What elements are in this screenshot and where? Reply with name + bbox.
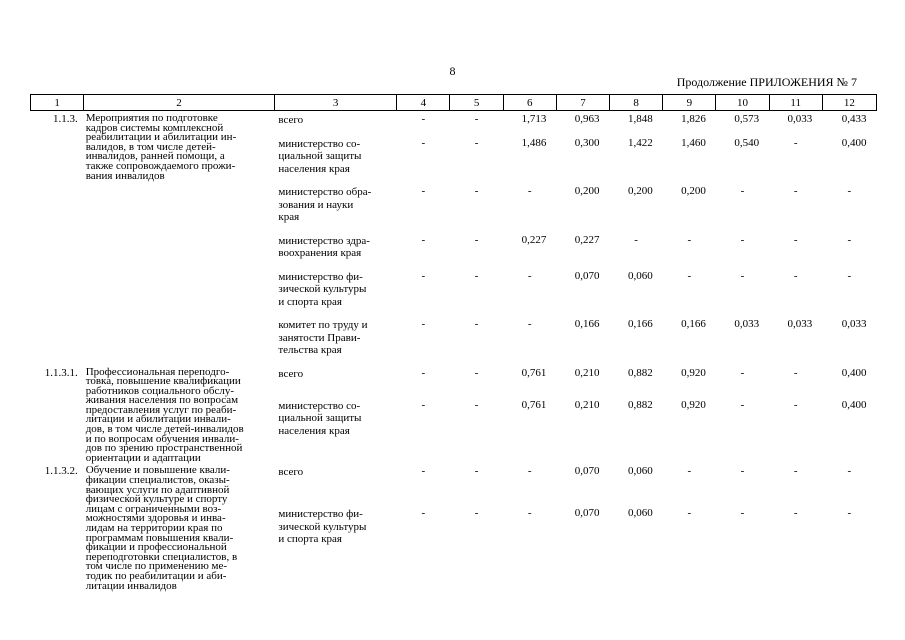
column-header: 10: [716, 95, 769, 111]
value-cell: -: [421, 269, 426, 282]
value-cell: 1,486: [521, 136, 547, 149]
value-cell: -: [687, 465, 692, 478]
column-header: 2: [84, 95, 275, 111]
value-cell: -: [740, 269, 745, 282]
value-cell: -: [527, 185, 532, 197]
value-cell: 0,882: [627, 398, 653, 411]
value-cell: -: [474, 366, 479, 379]
value-cell: -: [527, 318, 532, 330]
value-cell: -: [474, 233, 479, 246]
value-cell: 0,400: [841, 398, 867, 411]
executor-cell: всего: [278, 367, 304, 380]
value-cell: 0,540: [734, 136, 760, 149]
column-header: 11: [769, 95, 822, 111]
value-cell: -: [474, 185, 479, 197]
value-cell: 0,033: [787, 318, 813, 330]
column-header: 8: [610, 95, 663, 111]
header-row: [31, 95, 877, 111]
value-cell: -: [634, 233, 638, 246]
executor-cell: комитет по труду и занятости Прави- тельства края: [278, 319, 368, 356]
value-cell: -: [474, 136, 479, 149]
column-header: 12: [822, 95, 876, 111]
value-cell: -: [474, 318, 479, 330]
item-code: 1.1.3.1.: [44, 366, 78, 379]
value-cell: -: [474, 507, 479, 520]
value-cell: 0,033: [841, 318, 867, 330]
value-cell: -: [793, 398, 798, 411]
value-cell: 1,713: [521, 113, 547, 125]
value-cell: 0,166: [627, 318, 653, 330]
appendix-continuation-label: Продолжение ПРИЛОЖЕНИЯ № 7: [676, 75, 857, 89]
value-cell: 0,882: [627, 366, 653, 379]
value-cell: 0,060: [627, 507, 653, 520]
value-cell: 1,826: [681, 113, 706, 125]
value-cell: -: [740, 398, 745, 411]
value-cell: -: [847, 233, 852, 246]
value-cell: -: [421, 507, 426, 520]
value-cell: -: [421, 366, 426, 379]
item-description: Мероприятия по подготовке кадров системы комплексной реабилитации и абилитации ин- валидов, в том числе детей- инвалидов, ранней помощи, а также сопровождаемого прожи- вания инвалидов: [85, 112, 237, 182]
executor-cell: всего: [278, 466, 304, 479]
value-cell: 0,210: [574, 366, 600, 379]
value-cell: 0,300: [574, 136, 600, 149]
column-header: 9: [663, 95, 716, 111]
value-cell: -: [421, 318, 426, 330]
table-row: [31, 365, 877, 397]
value-cell: -: [740, 185, 745, 197]
executor-cell: министерство обра- зования и науки края: [278, 186, 372, 223]
value-cell: -: [421, 136, 426, 149]
column-header: 6: [503, 95, 556, 111]
executor-cell: министерство со- циальной защиты населения края: [278, 137, 362, 175]
value-cell: 1,422: [627, 136, 653, 149]
value-cell: 0,210: [574, 398, 600, 411]
executor-cell: министерство фи- зической культуры и спорта края: [278, 270, 367, 308]
value-cell: -: [421, 185, 426, 197]
value-cell: -: [421, 113, 426, 125]
value-cell: -: [793, 507, 798, 520]
value-cell: 0,033: [734, 318, 760, 330]
value-cell: 0,070: [574, 465, 600, 478]
value-cell: 0,033: [787, 113, 813, 125]
value-cell: 0,070: [574, 269, 600, 282]
value-cell: -: [793, 465, 798, 478]
item-code: 1.1.3.2.: [44, 465, 78, 478]
table-row: [31, 111, 877, 135]
value-cell: -: [793, 366, 798, 379]
value-cell: 0,227: [574, 233, 600, 246]
value-cell: -: [687, 269, 692, 282]
value-cell: -: [687, 507, 692, 520]
table-row: [31, 463, 877, 505]
value-cell: -: [421, 233, 426, 246]
column-header: 4: [397, 95, 450, 111]
value-cell: -: [740, 366, 745, 379]
value-cell: 0,761: [521, 398, 547, 411]
value-cell: -: [793, 269, 798, 282]
value-cell: -: [793, 233, 798, 246]
value-cell: 0,400: [841, 136, 867, 149]
value-cell: -: [793, 136, 798, 149]
column-header: 7: [556, 95, 609, 111]
value-cell: 1,848: [627, 113, 653, 125]
value-cell: -: [527, 507, 532, 520]
value-cell: -: [847, 185, 852, 197]
executor-cell: министерство со- циальной защиты населения края: [278, 399, 362, 437]
value-cell: -: [793, 185, 798, 197]
value-cell: 0,200: [627, 185, 653, 197]
value-cell: -: [474, 398, 479, 411]
value-cell: -: [740, 233, 745, 246]
table-header: [31, 95, 877, 111]
value-cell: 0,761: [521, 366, 547, 379]
item-description: Обучение и повышение квали- фикации специалистов, оказы- вающих услуги по адаптивной физической культуре и спорту лицам с ограниченными воз- можностями здоровья и инва- лидам на территории края по программам повышения квали- фикации и профессиональной переподготовки специалистов, в том числе по применению ме- тодик по реабилитации и аби- литации инвалидов: [85, 464, 238, 592]
value-cell: -: [474, 465, 479, 478]
value-cell: -: [474, 113, 479, 125]
value-cell: 0,060: [627, 465, 653, 478]
executor-cell: всего: [278, 114, 304, 126]
value-cell: 0,200: [681, 185, 706, 197]
value-cell: -: [847, 269, 852, 282]
value-cell: -: [421, 465, 426, 478]
appendix-table: [30, 94, 877, 591]
value-cell: -: [687, 233, 692, 246]
column-header: 1: [31, 95, 84, 111]
item-code: 1.1.3.: [52, 113, 78, 125]
table-body: [31, 111, 877, 592]
item-description: Профессиональная переподго- товка, повышение квалификации работников социального обслу- живания населения по вопросам предоставления услуг по реаби- литации и абилитации инвали- дов, в том числе детей-инвалидов и по вопросам обучения инвали- дов по зрению пространственной ориентации и адаптации: [85, 365, 244, 464]
value-cell: -: [421, 398, 426, 411]
value-cell: 0,227: [521, 233, 547, 246]
value-cell: 0,920: [681, 398, 706, 411]
value-cell: 0,573: [734, 113, 760, 125]
value-cell: 0,433: [841, 113, 867, 125]
value-cell: -: [740, 465, 745, 478]
value-cell: 0,200: [574, 185, 600, 197]
value-cell: -: [847, 507, 852, 520]
value-cell: 0,166: [681, 318, 706, 330]
value-cell: -: [740, 507, 745, 520]
page-number: 8: [449, 64, 456, 78]
value-cell: -: [527, 465, 532, 478]
value-cell: 0,920: [681, 366, 706, 379]
column-header: 5: [450, 95, 503, 111]
executor-cell: министерство здра- воохранения края: [278, 234, 370, 259]
value-cell: 0,963: [574, 113, 600, 125]
column-header: 3: [274, 95, 396, 111]
value-cell: -: [474, 269, 479, 282]
value-cell: 0,070: [574, 507, 600, 520]
value-cell: 0,060: [627, 269, 653, 282]
value-cell: 1,460: [681, 136, 706, 149]
executor-cell: министерство фи- зической культуры и спорта края: [278, 508, 367, 546]
value-cell: -: [527, 269, 532, 282]
value-cell: 0,400: [841, 366, 867, 379]
value-cell: 0,166: [574, 318, 600, 330]
value-cell: -: [847, 465, 852, 478]
